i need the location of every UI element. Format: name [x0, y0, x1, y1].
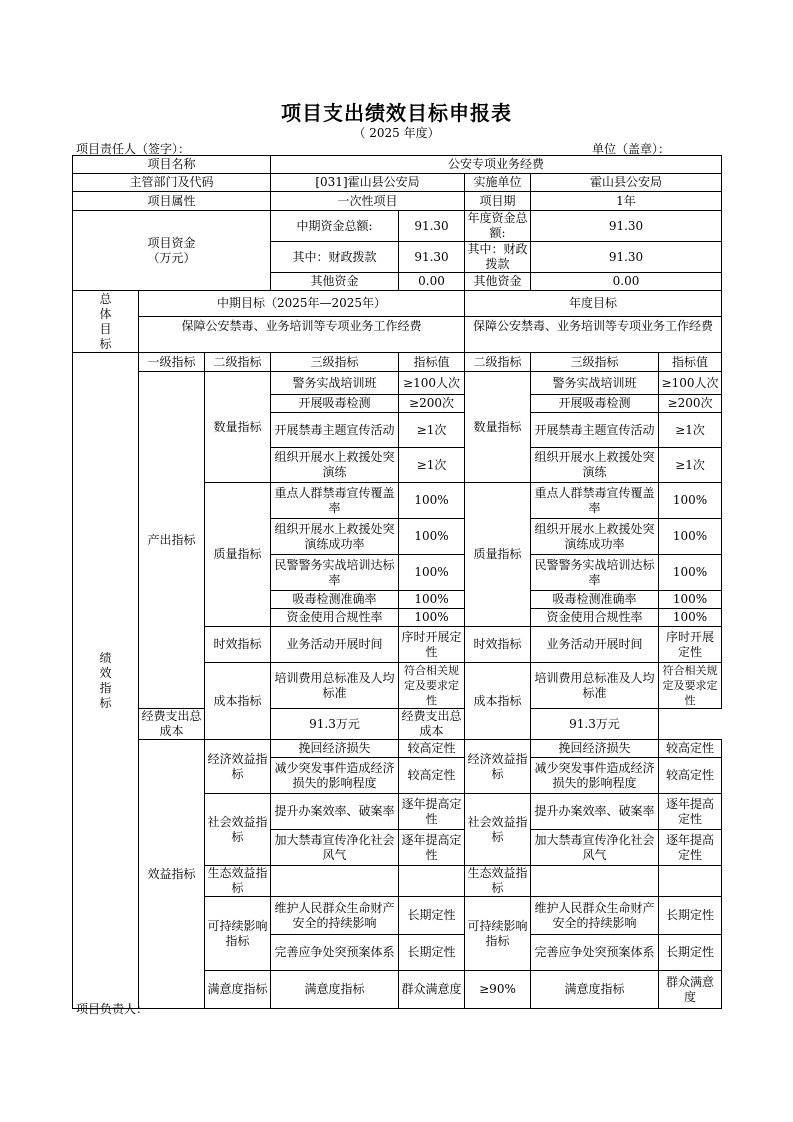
mid-total-value: 91.30: [399, 211, 465, 242]
l3-value-year: 符合相关规定及要求定性: [659, 663, 722, 709]
l3-name-year: 完善应争处突预案体系: [531, 935, 659, 971]
mid-fiscal-label: 其中：财政拨款: [271, 242, 399, 273]
attr-label: 项目属性: [73, 192, 271, 211]
l3-value-empty-year: [659, 866, 722, 897]
l3-value-year: 逐年提高定性: [659, 794, 722, 830]
l3-value: ≥1次: [399, 448, 465, 483]
dept-value: [031]霍山县公安局: [271, 174, 465, 192]
l3-value-year: 100%: [659, 591, 722, 609]
year-other-label: 其他资金: [465, 273, 531, 291]
l3-name-year: 组织开展水上救援处突演练成功率: [531, 519, 659, 555]
timeliness-l2-year: 时效指标: [465, 627, 531, 663]
period-label: 项目期: [465, 192, 531, 211]
l3-header-year: 三级指标: [531, 353, 659, 372]
satisfaction-l2-year: 满意度指标: [531, 971, 659, 1009]
l3-value-year: 长期定性: [659, 935, 722, 971]
l3-name-year: 开展吸毒检测: [531, 395, 659, 413]
l3-name: 开展吸毒检测: [271, 395, 399, 413]
l3-value-year: 100%: [659, 519, 722, 555]
l3-name-year: 提升办案效率、破案率: [531, 794, 659, 830]
row-dept: [73, 174, 722, 192]
l3-name-year: 资金使用合规性率: [531, 609, 659, 627]
satisfaction-l1: 满意度指标: [205, 971, 271, 1009]
ecological-l2-year: 生态效益指标: [465, 866, 531, 897]
l3-value-year: 100%: [659, 555, 722, 591]
l3-value: 长期定性: [399, 897, 465, 935]
row-attr: [73, 192, 722, 211]
l3-value: 100%: [399, 519, 465, 555]
l3-value: ≥200次: [399, 395, 465, 413]
indicator-header-row: [73, 353, 722, 372]
l3-value: 长期定性: [399, 935, 465, 971]
l3-name: 组织开展水上救援处突演练: [271, 448, 399, 483]
l3-name-empty: [271, 866, 399, 897]
row-goals-text: [73, 317, 722, 353]
mid-other-value: 0.00: [399, 273, 465, 291]
l3-value: 序时开展定性: [399, 627, 465, 663]
l3-name-year: 业务活动开展时间: [531, 627, 659, 663]
l3-name: 挽回经济损失: [271, 740, 399, 758]
overall-goal-label: 总体目标: [73, 291, 139, 353]
l3-value-year: 逐年提高定性: [659, 830, 722, 866]
l3-value: ≥90%: [465, 971, 531, 1009]
l3-value: 逐年提高定性: [399, 830, 465, 866]
l3-value-year: ≥1次: [659, 413, 722, 448]
dept-label: 主管部门及代码: [73, 174, 271, 192]
l3-value-year: 序时开展定性: [659, 627, 722, 663]
l3-value-year: 91.3万元: [531, 709, 659, 740]
l3-value: ≥1次: [399, 413, 465, 448]
l3-name: 群众满意度: [399, 971, 465, 1009]
footer-responsible-label: 项目负责人：: [76, 1002, 149, 1016]
year-other-value: 0.00: [531, 273, 722, 291]
l3-name: 资金使用合规性率: [271, 609, 399, 627]
ecological-l2: 生态效益指标: [205, 866, 271, 897]
l3-name-year: 经费支出总成本: [399, 709, 465, 740]
l3-value-year: 长期定性: [659, 897, 722, 935]
l3-name: 经费支出总成本: [139, 709, 205, 740]
cost-l2: 成本指标: [205, 663, 271, 740]
l3-name: 提升办案效率、破案率: [271, 794, 399, 830]
impl-unit-value: 霍山县公安局: [531, 174, 722, 192]
value-header: 指标值: [399, 353, 465, 372]
indicator-row: [73, 740, 722, 758]
year-goal-label: 年度目标: [465, 291, 722, 317]
sustainable-l2: 可持续影响指标: [205, 897, 271, 971]
l3-value: ≥100人次: [399, 372, 465, 395]
sustainable-l2-year: 可持续影响指标: [465, 897, 531, 971]
l3-name-year: 组织开展水上救援处突演练: [531, 448, 659, 483]
page-title: 项目支出绩效目标申报表: [281, 101, 512, 125]
l3-value-empty: [399, 866, 465, 897]
l3-value-year: ≥100人次: [659, 372, 722, 395]
social-l2: 社会效益指标: [205, 794, 271, 866]
l3-value: 符合相关规定及要求定性: [399, 663, 465, 709]
row-funds-total: [73, 211, 722, 242]
mid-total-label: 中期资金总额:: [271, 211, 399, 242]
attr-value: 一次性项目: [271, 192, 465, 211]
l3-name: 开展禁毒主题宣传活动: [271, 413, 399, 448]
l3-name: 减少突发事件造成经济损失的影响程度: [271, 758, 399, 794]
l3-name-year: 群众满意度: [659, 971, 722, 1009]
l3-name: 加大禁毒宣传净化社会风气: [271, 830, 399, 866]
l3-value: 较高定性: [399, 740, 465, 758]
economic-l2: 经济效益指标: [205, 740, 271, 794]
l3-name: 完善应争处突预案体系: [271, 935, 399, 971]
mid-fiscal-value: 91.30: [399, 242, 465, 273]
project-name-value: 公安专项业务经费: [271, 156, 722, 174]
year-line: （ 2025 年度）: [353, 126, 440, 140]
year-total-value: 91.30: [531, 211, 722, 242]
l3-name: 业务活动开展时间: [271, 627, 399, 663]
output-l1: 产出指标: [139, 372, 205, 709]
l3-name-year: 警务实战培训班: [531, 372, 659, 395]
indicator-row: [73, 709, 722, 740]
l3-name: 民警警务实战培训达标率: [271, 555, 399, 591]
l3-value: 100%: [399, 591, 465, 609]
cost-l2-year: 成本指标: [465, 663, 531, 740]
period-value: 1年: [531, 192, 722, 211]
value-header-year: 指标值: [659, 353, 722, 372]
l2-header-year: 二级指标: [465, 353, 531, 372]
l3-value-year: 100%: [659, 609, 722, 627]
quantity-l2-year: 数量指标: [465, 372, 531, 483]
project-name-label: 项目名称: [73, 156, 271, 174]
l3-value-year: 较高定性: [659, 740, 722, 758]
l3-name: 吸毒检测准确率: [271, 591, 399, 609]
l3-value: 100%: [399, 483, 465, 519]
l3-name-year: 加大禁毒宣传净化社会风气: [531, 830, 659, 866]
year-goal-text: 保障公安禁毒、业务培训等专项业务工作经费: [465, 317, 722, 353]
l3-name: 警务实战培训班: [271, 372, 399, 395]
l3-name: 培训费用总标准及人均标准: [271, 663, 399, 709]
l3-value-year: ≥1次: [659, 448, 722, 483]
l2-header: 二级指标: [205, 353, 271, 372]
l3-name-year: 重点人群禁毒宣传覆盖率: [531, 483, 659, 519]
l3-value: 100%: [399, 555, 465, 591]
timeliness-l2: 时效指标: [205, 627, 271, 663]
perf-label: 绩效指标: [73, 353, 139, 1009]
l3-value: 较高定性: [399, 758, 465, 794]
quantity-l2: 数量指标: [205, 372, 271, 483]
l3-name: 维护人民群众生命财产安全的持续影响: [271, 897, 399, 935]
row-goals-header: [73, 291, 722, 317]
row-project-name: [73, 156, 722, 174]
performance-goal-table: [72, 155, 722, 1009]
year-total-label: 年度资金总额:: [465, 211, 531, 242]
l3-value-year: 较高定性: [659, 758, 722, 794]
l3-name-year: 挽回经济损失: [531, 740, 659, 758]
l3-header: 三级指标: [271, 353, 399, 372]
indicator-row: [73, 372, 722, 395]
l3-name-year: 维护人民群众生命财产安全的持续影响: [531, 897, 659, 935]
year-fiscal-label: 其中：财政拨款: [465, 242, 531, 273]
satisfaction-l2: 满意度指标: [271, 971, 399, 1009]
l3-name: 重点人群禁毒宣传覆盖率: [271, 483, 399, 519]
benefit-l1: 效益指标: [139, 740, 205, 1009]
l3-value-year: 100%: [659, 483, 722, 519]
l3-name-year: 吸毒检测准确率: [531, 591, 659, 609]
l3-value-year: ≥200次: [659, 395, 722, 413]
social-l2-year: 社会效益指标: [465, 794, 531, 866]
l1-header: 一级指标: [139, 353, 205, 372]
l3-name-year: 减少突发事件造成经济损失的影响程度: [531, 758, 659, 794]
mid-goal-label: 中期目标（2025年—2025年）: [139, 291, 465, 317]
funds-label: 项目资金 （万元）: [73, 211, 271, 291]
unit-seal-label: 单位（盖章）：: [592, 142, 671, 156]
l3-name-year: 开展禁毒主题宣传活动: [531, 413, 659, 448]
responsible-signature-label: 项目责任人（签字）：: [76, 142, 191, 156]
mid-other-label: 其他资金: [271, 273, 399, 291]
impl-unit-label: 实施单位: [465, 174, 531, 192]
quality-l2-year: 质量指标: [465, 483, 531, 627]
l3-value: 91.3万元: [271, 709, 399, 740]
l3-name-year: 民警警务实战培训达标率: [531, 555, 659, 591]
l3-name: 组织开展水上救援处突演练成功率: [271, 519, 399, 555]
l3-value: 100%: [399, 609, 465, 627]
mid-goal-text: 保障公安禁毒、业务培训等专项业务工作经费: [139, 317, 465, 353]
l3-name-year: 培训费用总标准及人均标准: [531, 663, 659, 709]
l3-value: 逐年提高定性: [399, 794, 465, 830]
l3-name-empty-year: [531, 866, 659, 897]
quality-l2: 质量指标: [205, 483, 271, 627]
year-fiscal-value: 91.30: [531, 242, 722, 273]
economic-l2-year: 经济效益指标: [465, 740, 531, 794]
